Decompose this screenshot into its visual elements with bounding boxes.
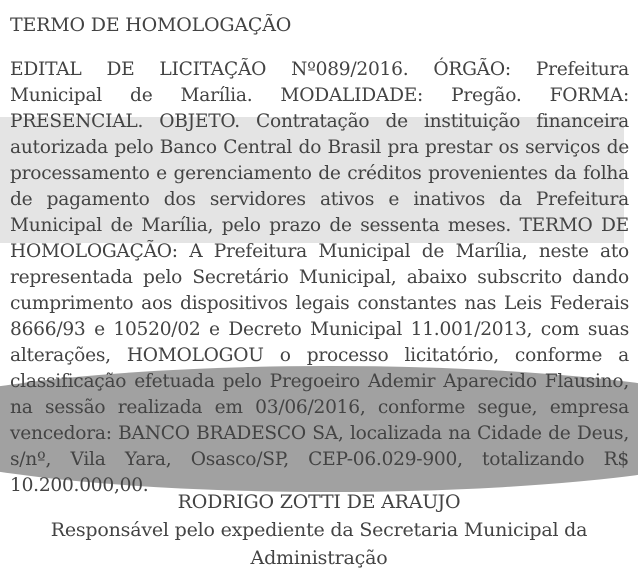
document-body-text: EDITAL DE LICITAÇÃO Nº089/2016. ÓRGÃO: Prefeitura Municipal de Marília. MODALIDADE: Pregão. FORMA: PRESENCIAL. OBJETO. Contratação de instituição financeira autorizada pelo Banco Central do Brasil pra prestar os serviços de processamento e gerenciamento de créditos provenientes da folha de pagamento dos servidores ativos e inativos da Prefeitura Municipal de Marília, pelo prazo de sessenta meses. TERMO DE HOMOLOGAÇÃO: A Prefeitura Municipal de Marília, neste ato representada pelo Secretário Municipal, abaixo subscrito dando cumprimento aos dispositivos legais constantes nas Leis Federais 8666/93 e 10520/02 e Decreto Municipal 11.001/2013, com suas alterações, HOMOLOGOU o processo licitatório, conforme a classificação efetuada pelo Pregoeiro Ademir Aparecido Flausino, na sessão realizada em 03/06/2016, conforme segue, empresa vencedora: BANCO BRADESCO SA, localizada na Cidade de Deus, s/nº, Vila Yara, Osasco/SP, CEP-06.029-900, totalizando R$ 10.200.000,00. [10,59,629,496]
signatory-name: RODRIGO ZOTTI DE ARAUJO [177,491,461,513]
signature-block [0,488,638,570]
document-title: TERMO DE HOMOLOGAÇÃO [10,14,292,36]
signatory-role: Responsável pelo expediente da Secretaria Municipal da Administração [50,519,588,569]
